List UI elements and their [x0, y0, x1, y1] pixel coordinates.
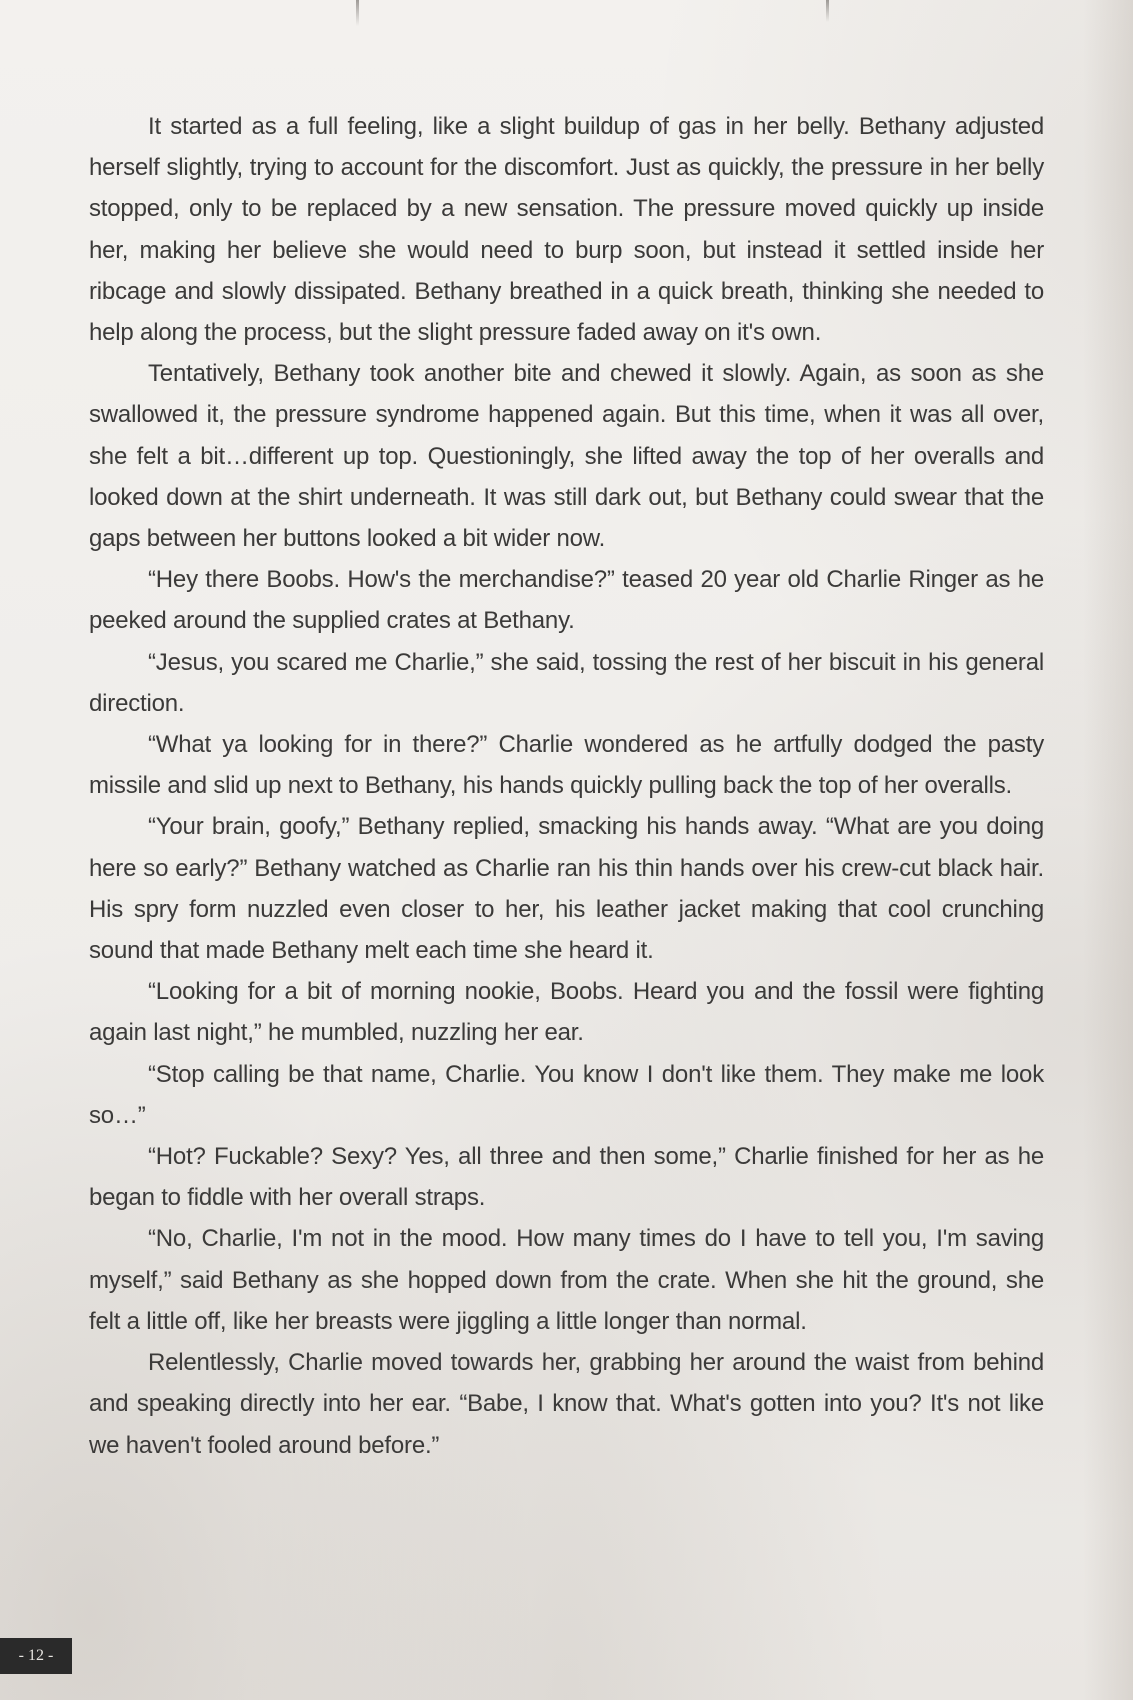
- paragraph: “No, Charlie, I'm not in the mood. How many times do I have to tell you, I'm saving myself,” said Bethany as she hopped down from the crate. When she hit the ground, she felt a little off, like her breasts were jiggling a little longer than normal.: [89, 1225, 1044, 1335]
- paper-crease-mark: [826, 0, 829, 22]
- paragraph: “Hey there Boobs. How's the merchandise?” teased 20 year old Charlie Ringer as he peeked around the supplied crates at Bethany.: [89, 566, 1044, 635]
- paragraph: “What ya looking for in there?” Charlie wondered as he artfully dodged the pasty missile and slid up next to Bethany, his hands quickly pulling back the top of her overalls.: [89, 731, 1044, 800]
- paragraph: “Jesus, you scared me Charlie,” she said, tossing the rest of her biscuit in his general direction.: [89, 648, 1044, 717]
- paper-crease-mark: [356, 0, 359, 26]
- paragraph: “Looking for a bit of morning nookie, Boobs. Heard you and the fossil were fighting again last night,” he mumbled, nuzzling her ear.: [89, 978, 1044, 1047]
- page-number: - 12 -: [0, 1638, 72, 1674]
- page-edge-shadow: [1083, 0, 1133, 1700]
- paragraph: It started as a full feeling, like a slight buildup of gas in her belly. Bethany adjusted herself slightly, trying to account for the discomfort. Just as quickly, the pressure in her belly stopped, only to be replaced by a new sensation. The pressure moved quickly up inside her, making her believe she would need to burp soon, but instead it settled inside her ribcage and slowly dissipated. Bethany breathed in a quick breath, thinking she needed to help along the process, but the slight pressure faded away on it's own.: [89, 113, 1044, 347]
- paragraph: “Your brain, goofy,” Bethany replied, smacking his hands away. “What are you doing here so early?” Bethany watched as Charlie ran his thin hands over his crew-cut black hair. His spry form nuzzled even closer to her, his leather jacket making that cool crunching sound that made Bethany melt each time she heard it.: [89, 813, 1044, 965]
- paragraph: Tentatively, Bethany took another bite and chewed it slowly. Again, as soon as she swallowed it, the pressure syndrome happened again. But this time, when it was all over, she felt a bit…different up top. Questioningly, she lifted away the top of her overalls and looked down at the shirt underneath. It was still dark out, but Bethany could swear that the gaps between her buttons looked a bit wider now.: [89, 360, 1044, 553]
- paragraph: “Hot? Fuckable? Sexy? Yes, all three and then some,” Charlie finished for her as he began to fiddle with her overall straps.: [89, 1143, 1044, 1212]
- paragraph: Relentlessly, Charlie moved towards her, grabbing her around the waist from behind and speaking directly into her ear. “Babe, I know that. What's gotten into you? It's not like we haven't fooled around before.”: [89, 1349, 1044, 1459]
- paragraph: “Stop calling be that name, Charlie. You know I don't like them. They make me look so…”: [89, 1060, 1044, 1129]
- body-text: [89, 106, 1044, 1466]
